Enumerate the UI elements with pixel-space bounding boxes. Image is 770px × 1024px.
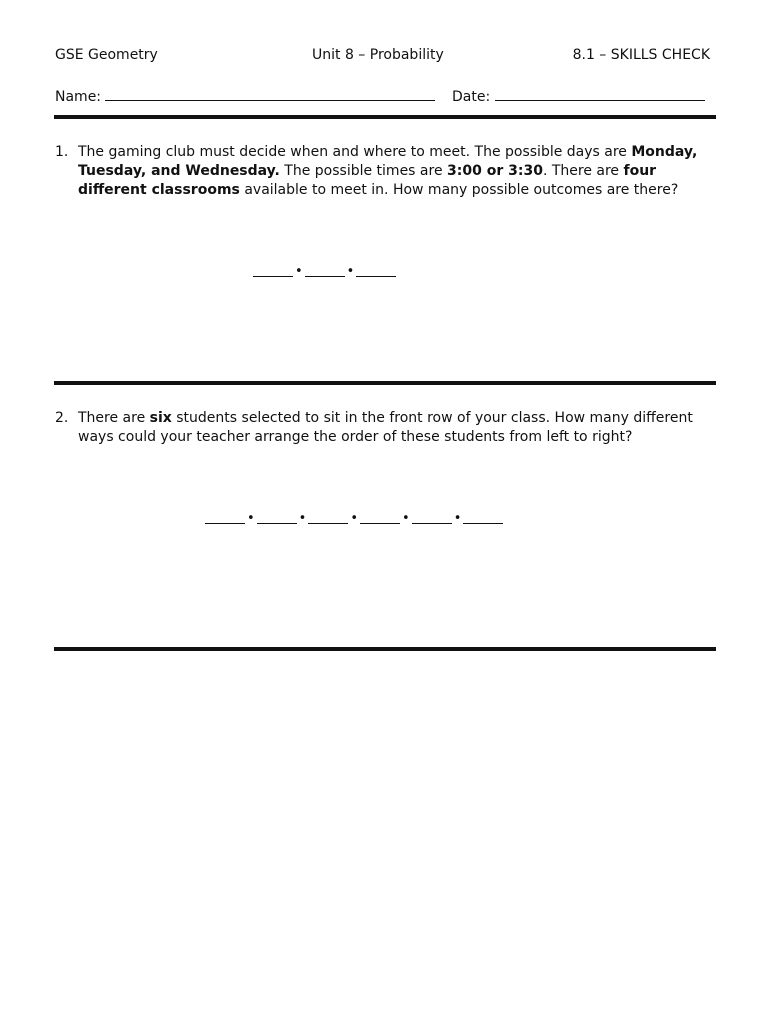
question-1 [55, 143, 715, 200]
answer-blank[interactable] [305, 264, 345, 277]
question-2 [55, 409, 715, 447]
emphasis-text: 3:00 or 3:30 [447, 163, 543, 179]
answer-blank[interactable] [253, 264, 293, 277]
date-line[interactable] [495, 86, 705, 101]
multiply-dot: • [453, 511, 462, 526]
question-text-segment: available to meet in. How many possible outcomes are there? [239, 182, 679, 198]
emphasis-text: Monday, Tuesday, and Wednesday. [78, 144, 698, 179]
emphasis-text: four different classrooms [78, 163, 657, 198]
question-divider [54, 381, 716, 385]
question-number: 1. [55, 144, 69, 160]
multiply-dot: • [298, 511, 307, 526]
emphasis-text: six [149, 410, 172, 426]
question-text [78, 409, 715, 447]
date-field [452, 86, 705, 105]
answer-blanks-1 [253, 264, 396, 281]
answer-blanks-2 [205, 511, 503, 528]
multiply-dot: • [402, 511, 410, 526]
answer-blank[interactable] [205, 511, 245, 524]
answer-blank[interactable] [463, 511, 503, 524]
course-title: GSE Geometry [55, 47, 158, 63]
question-text-segment: . There are [542, 163, 624, 179]
answer-blank[interactable] [412, 511, 452, 524]
unit-title: Unit 8 – Probability [312, 47, 444, 63]
header-divider [54, 115, 716, 119]
answer-blank[interactable] [308, 511, 348, 524]
question-text-segment: The possible times are [279, 163, 448, 179]
multiply-dot: • [346, 264, 355, 279]
multiply-dot: • [247, 511, 255, 526]
section-title: 8.1 – SKILLS CHECK [572, 47, 710, 63]
multiply-dot: • [350, 511, 359, 526]
question-text [78, 143, 715, 200]
question-text-segment: students selected to sit in the front row of your class. How many different ways could your teacher arrange the order of these students from left to right? [78, 410, 693, 445]
answer-blank[interactable] [356, 264, 396, 277]
question-text-segment: The gaming club must decide when and where to meet. The possible days are [78, 144, 632, 160]
name-field [55, 86, 435, 105]
question-text-segment: There are [78, 410, 150, 426]
question-divider [54, 647, 716, 651]
multiply-dot: • [295, 264, 303, 279]
question-number: 2. [55, 410, 69, 426]
answer-blank[interactable] [257, 511, 297, 524]
date-label: Date: [452, 89, 491, 105]
answer-blank[interactable] [360, 511, 400, 524]
name-line[interactable] [105, 86, 435, 101]
name-label: Name: [55, 89, 102, 105]
